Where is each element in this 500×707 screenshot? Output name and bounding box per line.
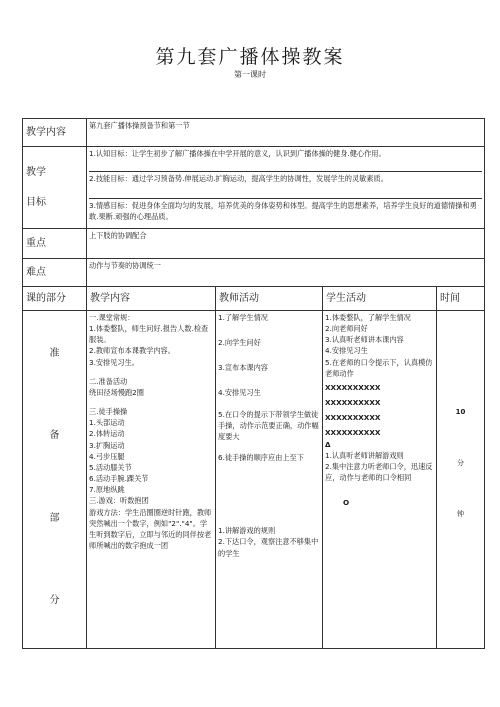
col-header-part: 课的部分	[23, 287, 87, 311]
circle-mark: O	[343, 498, 350, 508]
content-line: 3.安排见习生。	[89, 357, 139, 367]
col-header-content: 教学内容	[87, 287, 216, 311]
student-line: 2.集中注意力听老师口令，迅速反应，动作与老师的口令相同	[325, 461, 433, 483]
content-line: 2.体转运动	[89, 429, 125, 439]
objective-label	[23, 147, 87, 229]
objective-label-line-2: 目标	[26, 196, 46, 208]
section-label-char-4: 分	[49, 595, 60, 606]
difficulty-value: 动作与节奏的协调统一	[87, 259, 485, 287]
student-line: 1.体委整队，了解学生情况	[325, 313, 411, 322]
formation-row: XXXXXXXXXX	[325, 382, 381, 392]
content-label: 教学内容	[23, 119, 87, 147]
student-line: 5.在老师的口令提示下，认真模仿老师动作	[325, 357, 433, 378]
content-spacer	[89, 398, 213, 406]
key-value: 上下肢的协调配合	[87, 229, 485, 259]
section-time-cell	[437, 311, 485, 649]
formation-row: XXXXXXXXXX	[325, 413, 381, 423]
objective-3: 3.情感目标：促进身体全面均匀的发展，培养优美的身体姿势和体型。提高学生的思想素养，培养学生良好的道德情操和勇敢.果断.顽强的心理品质。	[89, 201, 477, 222]
page-subtitle: 第一课时	[234, 70, 266, 79]
teacher-line: 4.安排见习生	[218, 388, 261, 398]
student-line: 2.向老师问好	[325, 324, 368, 334]
content-line: 7.原地纵跳	[89, 485, 125, 495]
objective-label-line-1: 教学	[26, 167, 46, 178]
content-line: 三.徒手操操	[89, 407, 128, 417]
difficulty-label: 难点	[23, 259, 87, 287]
teacher-position-mark: Δ	[325, 439, 331, 449]
section-teacher-cell	[216, 311, 323, 649]
teacher-line: 1.讲解游戏的规则	[218, 526, 276, 536]
col-header-teacher: 教师活动	[216, 287, 323, 311]
content-line: 三.游戏：听数抱团	[89, 496, 149, 506]
teacher-line: 6.徒手操的顺序应由上至下	[218, 453, 304, 463]
time-value: 10	[455, 408, 466, 416]
student-line: 4.安排见习生	[325, 346, 368, 356]
content-line: 1.体委整队，师生问好.报告人数.检查服装。	[89, 324, 209, 345]
time-unit-char-2: 钟	[457, 509, 464, 518]
content-spacer	[89, 368, 213, 376]
time-unit-char-1: 分	[457, 458, 464, 467]
content-line: 游戏方法：学生沿圈圈逆时针跑，教师突然喊出一个数字，例如"2"."4"。学生听到数字后，立即与邻近的同伴按老师所喊出的数字抱成一团	[89, 507, 212, 550]
content-line: 4.弓步压腿	[89, 451, 125, 461]
objectives-cell	[87, 147, 485, 229]
lesson-plan-table	[22, 118, 485, 649]
content-line: 二.准备活动	[89, 376, 128, 386]
content-line: 绕田径场慢跑2圈	[89, 387, 144, 397]
content-value: 第九套广播体操预备节和第一节	[87, 119, 485, 147]
teacher-line: 3.宣布本课内容	[218, 363, 268, 373]
teacher-line: 1.了解学生情况	[218, 313, 268, 322]
student-line: 1.认真听老师讲解游戏则	[325, 450, 404, 460]
objective-2: 2.技能目标：通过学习预备势.伸展运动.扩胸运动，提高学生的协调性，发展学生的灵敏素质。	[89, 172, 482, 199]
formation-row: XXXXXXXXXX	[325, 428, 381, 438]
teacher-line: 2.下达口令，观察注意不够集中的学生	[218, 537, 319, 558]
teacher-line: 2.向学生问好	[218, 338, 261, 348]
content-line: 一.课堂常规：	[89, 313, 135, 322]
section-label-char-2: 备	[49, 430, 60, 441]
key-label: 重点	[23, 229, 87, 259]
teacher-line: 5.在口令的提示下带领学生做徒手操，动作示范要正确，动作幅度要大	[218, 409, 319, 441]
content-line: 2.教师宣布本课教学内容。	[89, 346, 175, 356]
content-line: 3.扩胸运动	[89, 440, 125, 450]
content-line: 1.头部运动	[89, 418, 125, 428]
section-label-char-3: 部	[49, 512, 60, 524]
formation-row: XXXXXXXXXX	[325, 398, 381, 408]
student-line: 3.认真听老师讲本课内容	[325, 335, 404, 345]
section-student-cell	[323, 311, 437, 649]
section-label-char-1: 准	[49, 347, 60, 359]
section-label-cell	[23, 311, 87, 649]
col-header-time: 时间	[437, 287, 485, 311]
objective-1: 1.认知目标：让学生初步了解广播体操在中学开展的意义，认识到广播体操的健身.健心作用。	[89, 147, 482, 172]
content-line: 6.活动手腕.踝关节	[89, 474, 149, 484]
page-title: 第九套广播体操教案	[155, 46, 345, 68]
section-content-cell	[87, 311, 216, 649]
content-line: 5.活动膝关节	[89, 462, 132, 472]
col-header-student: 学生活动	[323, 287, 437, 311]
